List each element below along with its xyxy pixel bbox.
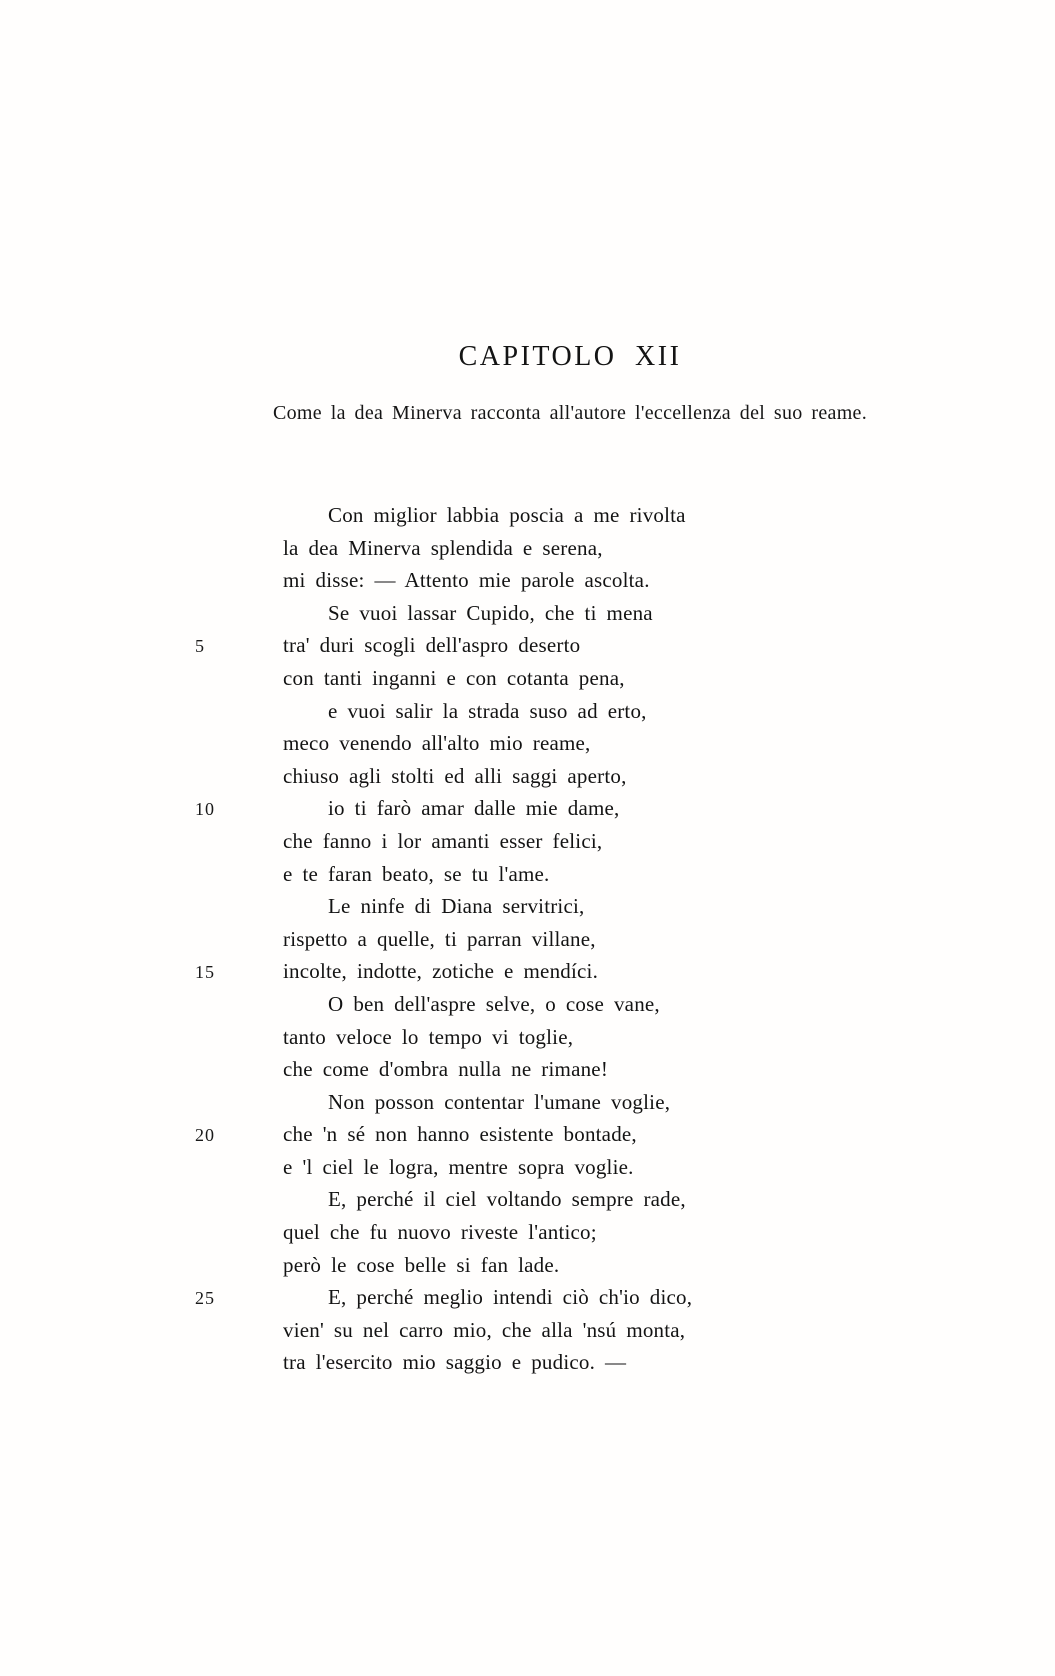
verse-text: O ben dell'aspre selve, o cose vane, bbox=[328, 991, 660, 1016]
poem-line bbox=[195, 1216, 955, 1249]
verse-text: e te faran beato, se tu l'ame. bbox=[283, 861, 550, 886]
poem-line bbox=[195, 1183, 955, 1216]
poem-line bbox=[195, 825, 955, 858]
poem-line bbox=[195, 923, 955, 956]
line-number: 20 bbox=[195, 1125, 215, 1146]
verse-text: incolte, indotte, zotiche e mendíci. bbox=[283, 959, 599, 984]
verse-text: Con miglior labbia poscia a me rivolta bbox=[328, 503, 686, 527]
verse-text: e vuoi salir la strada suso ad erto, bbox=[328, 698, 647, 723]
verse-text: E, perché meglio intendi ciò ch'io dico, bbox=[328, 1285, 693, 1310]
verse-text: Non posson contentar l'umane voglie, bbox=[328, 1089, 671, 1114]
poem-line bbox=[195, 727, 955, 760]
poem-line bbox=[195, 695, 955, 728]
verse-text: meco venendo all'alto mio reame, bbox=[283, 731, 591, 756]
verse-text: che come d'ombra nulla ne rimane! bbox=[283, 1057, 609, 1082]
line-number: 15 bbox=[195, 962, 215, 983]
poem-line bbox=[195, 564, 955, 597]
poem-line bbox=[195, 662, 955, 695]
poem-line bbox=[195, 1086, 955, 1119]
poem-line bbox=[195, 1021, 955, 1054]
poem-line bbox=[195, 858, 955, 891]
poem-line bbox=[195, 890, 955, 923]
poem-line bbox=[195, 792, 955, 825]
poem-line bbox=[195, 629, 955, 662]
verse-text: la dea Minerva splendida e serena, bbox=[283, 535, 603, 560]
poem-line bbox=[195, 1053, 955, 1086]
poem-line bbox=[195, 1249, 955, 1282]
verse-text: e 'l ciel le logra, mentre sopra voglie. bbox=[283, 1154, 634, 1179]
poem-line bbox=[195, 532, 955, 565]
verse-text: tanto veloce lo tempo vi toglie, bbox=[283, 1024, 574, 1049]
verse-text: io ti farò amar dalle mie dame, bbox=[328, 796, 620, 821]
poem-line bbox=[195, 597, 955, 630]
poem-line bbox=[195, 955, 955, 988]
poem-line bbox=[195, 1314, 955, 1347]
poem-line bbox=[195, 1281, 955, 1314]
verse-text: rispetto a quelle, ti parran villane, bbox=[283, 926, 596, 951]
chapter-title: CAPITOLO XII bbox=[458, 341, 682, 372]
verse-text: chiuso agli stolti ed alli saggi aperto, bbox=[283, 763, 627, 788]
line-number: 25 bbox=[195, 1288, 215, 1309]
verse-text: tra' duri scogli dell'aspro deserto bbox=[283, 633, 581, 658]
chapter-argument: Come la dea Minerva racconta all'autore l'eccellenza del suo reame. bbox=[272, 402, 868, 424]
verse-text: Le ninfe di Diana servitrici, bbox=[328, 894, 585, 919]
verse-text: con tanti inganni e con cotanta pena, bbox=[283, 665, 625, 690]
poem-line bbox=[195, 1346, 955, 1379]
verse-text: tra l'esercito mio saggio e pudico. — bbox=[283, 1350, 627, 1375]
verse-text: E, perché il ciel voltando sempre rade, bbox=[328, 1187, 686, 1212]
poem-line bbox=[195, 1151, 955, 1184]
verse-text: vien' su nel carro mio, che alla 'nsú monta, bbox=[283, 1317, 686, 1342]
verse-text: mi disse: — Attento mie parole ascolta. bbox=[283, 568, 650, 593]
verse-text: che 'n sé non hanno esistente bontade, bbox=[283, 1122, 637, 1147]
poem-body bbox=[195, 499, 955, 1379]
verse-text: però le cose belle si fan lade. bbox=[283, 1252, 560, 1277]
verse-text: quel che fu nuovo riveste l'antico; bbox=[283, 1220, 597, 1245]
poem-line bbox=[195, 1118, 955, 1151]
poem-line bbox=[195, 499, 955, 532]
poem-line bbox=[195, 760, 955, 793]
poem-line bbox=[195, 988, 955, 1021]
line-number: 10 bbox=[195, 799, 215, 820]
verse-text: che fanno i lor amanti esser felici, bbox=[283, 828, 603, 853]
line-number: 5 bbox=[195, 636, 205, 657]
verse-text: Se vuoi lassar Cupido, che ti mena bbox=[328, 600, 653, 625]
